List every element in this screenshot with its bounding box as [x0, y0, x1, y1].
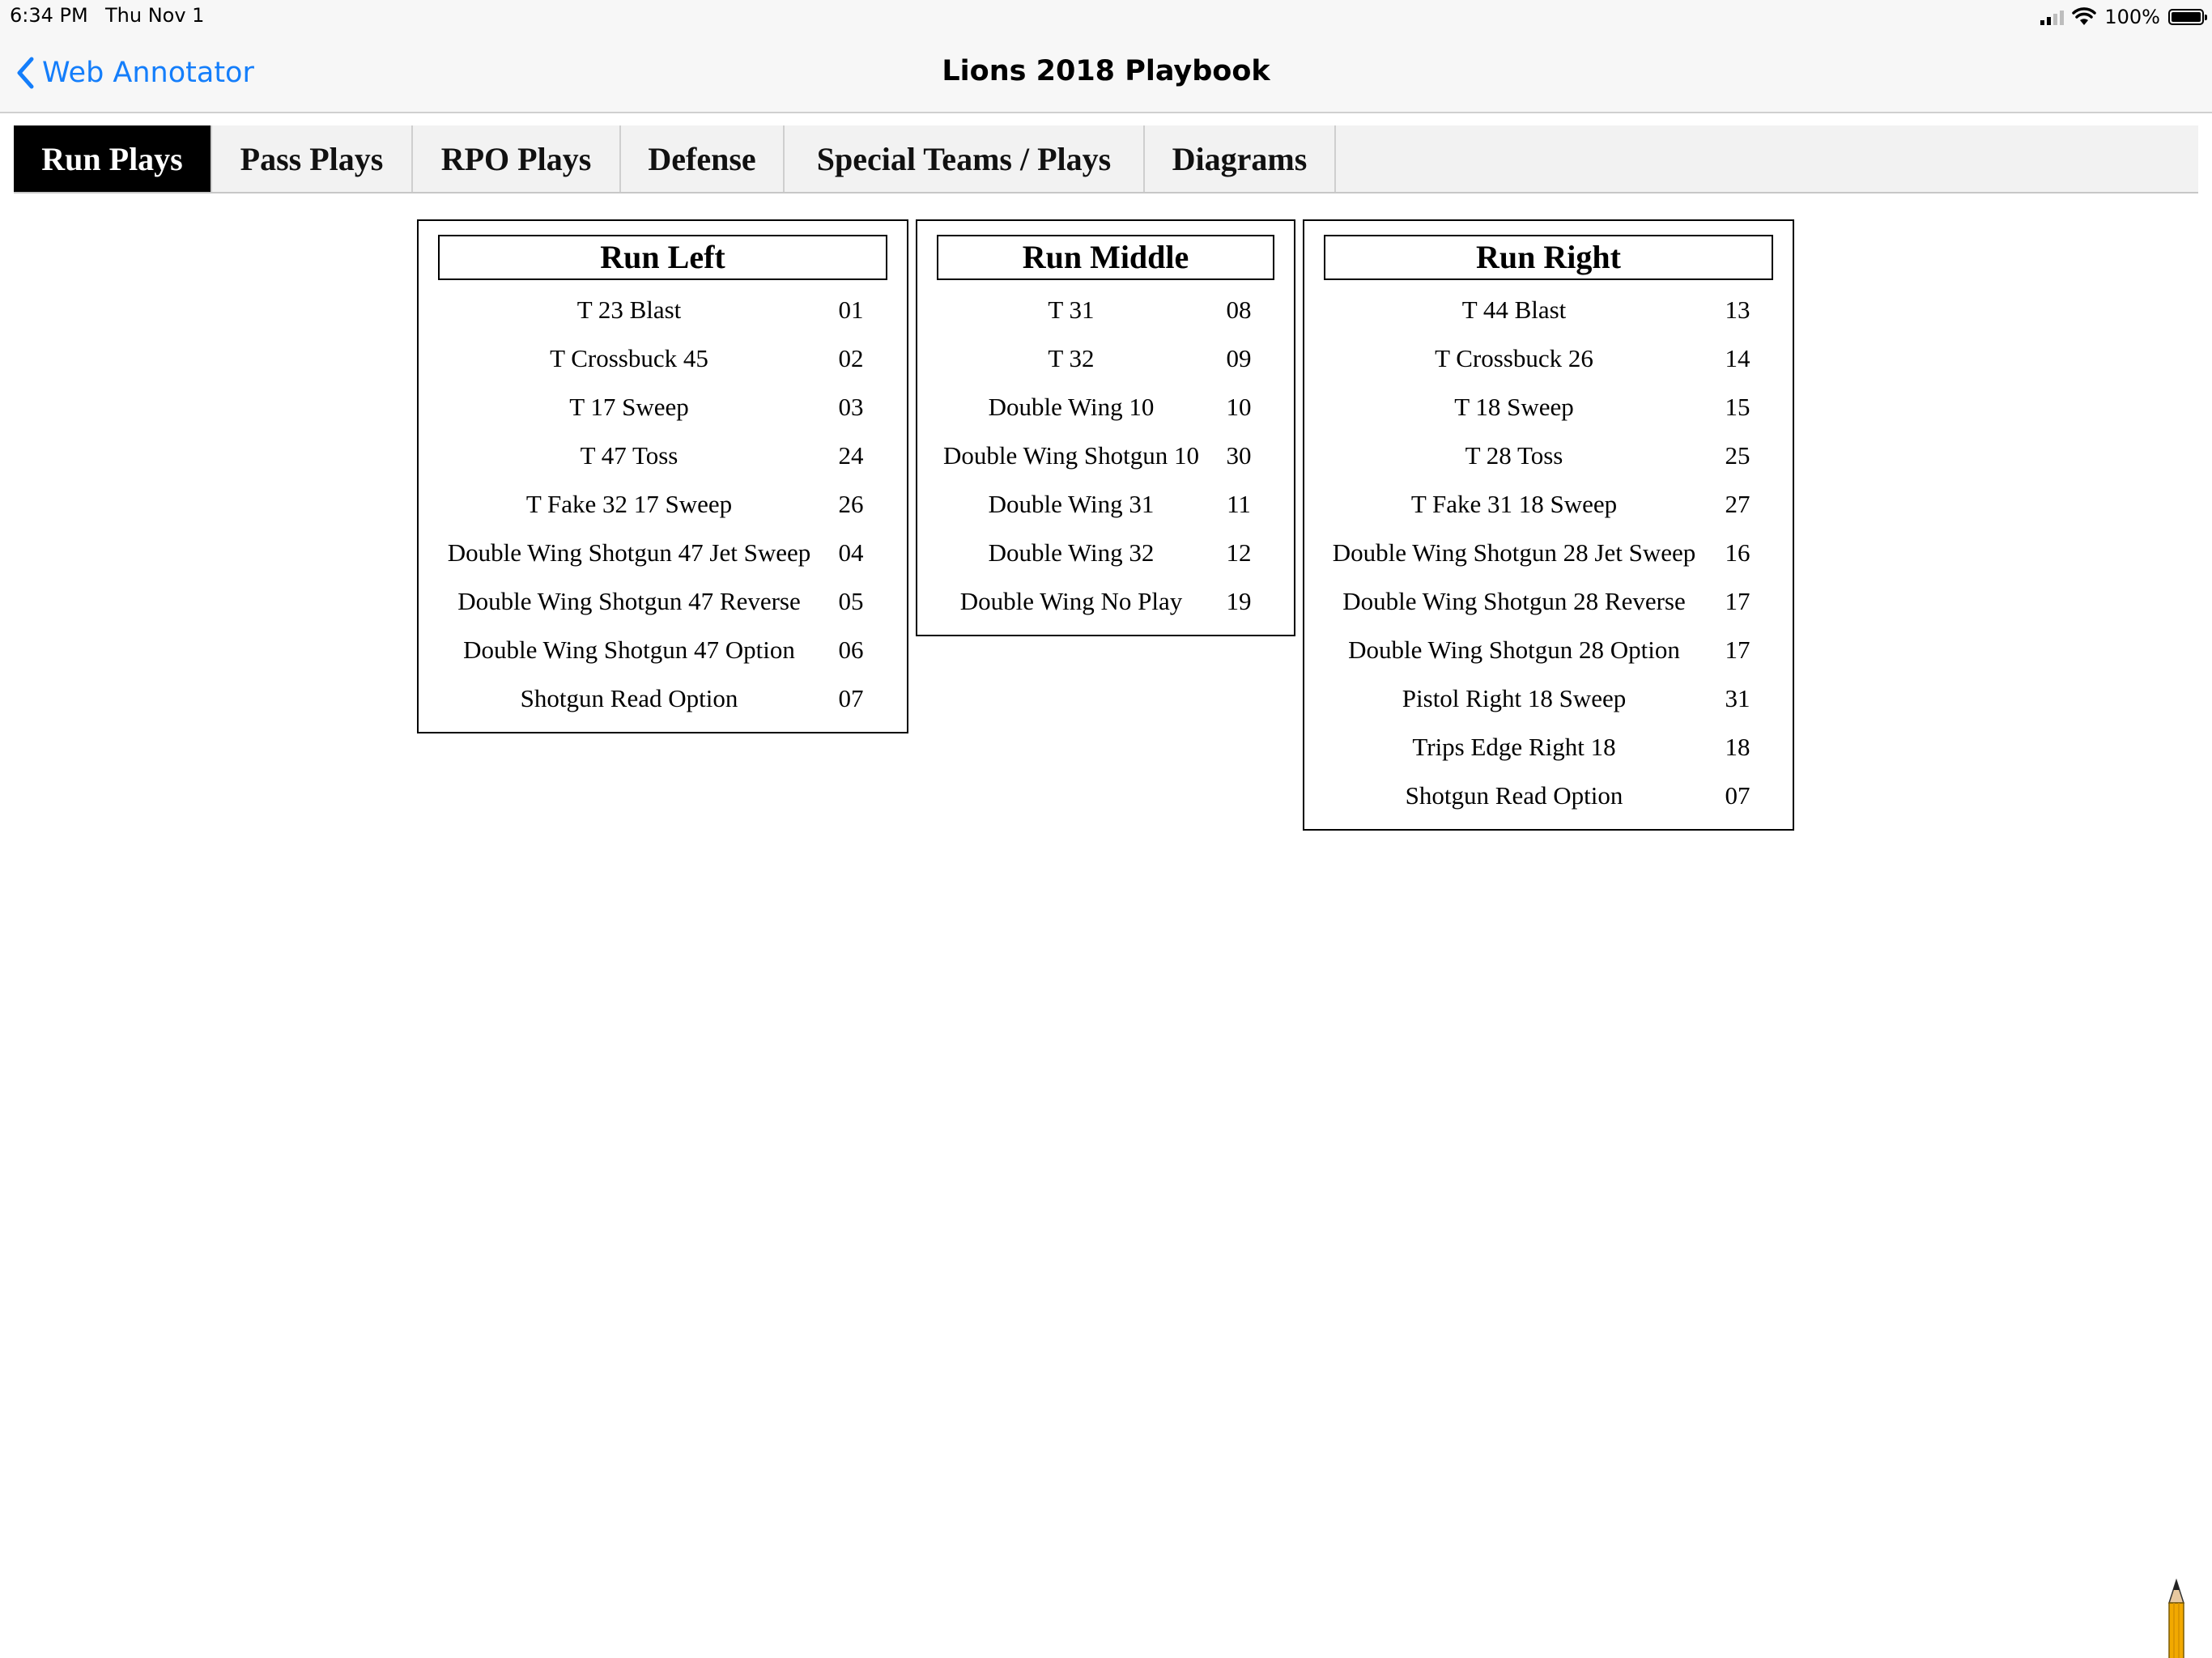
- panel-title: Run Right: [1324, 235, 1773, 280]
- play-number: 11: [1227, 490, 1251, 518]
- play-list: [419, 289, 907, 726]
- play-name: Shotgun Read Option: [1405, 781, 1623, 810]
- play-name: Trips Edge Right 18: [1412, 733, 1616, 761]
- status-bar: [0, 0, 2212, 36]
- play-row[interactable]: [1304, 678, 1793, 726]
- play-name: Pistol Right 18 Sweep: [1402, 684, 1627, 712]
- play-number: 12: [1226, 538, 1252, 567]
- play-row[interactable]: [917, 338, 1294, 386]
- play-list: [917, 289, 1294, 629]
- play-name: Double Wing 31: [988, 490, 1155, 518]
- play-row[interactable]: [1304, 435, 1793, 483]
- battery-level: [2172, 12, 2201, 22]
- play-name: Double Wing 10: [988, 393, 1155, 421]
- back-button-label: Web Annotator: [42, 57, 254, 89]
- play-row[interactable]: [917, 532, 1294, 580]
- play-name: Double Wing Shotgun 47 Option: [463, 636, 795, 664]
- status-time: 6:34 PM: [10, 4, 88, 27]
- play-name: Double Wing 32: [988, 538, 1155, 567]
- play-row[interactable]: [917, 580, 1294, 629]
- play-row[interactable]: [419, 289, 907, 338]
- play-row[interactable]: [419, 435, 907, 483]
- play-name: T 31: [1048, 295, 1095, 324]
- play-name: T Fake 31 18 Sweep: [1410, 490, 1618, 518]
- tab-label: Run Plays: [41, 140, 183, 177]
- play-name: Double Wing Shotgun 47 Jet Sweep: [447, 538, 811, 567]
- play-row[interactable]: [1304, 289, 1793, 338]
- navigation-bar: [0, 36, 2212, 113]
- play-name: Shotgun Read Option: [520, 684, 738, 712]
- play-number: 07: [838, 684, 864, 712]
- play-row[interactable]: [419, 483, 907, 532]
- play-name: T 47 Toss: [580, 441, 678, 470]
- play-row[interactable]: [1304, 338, 1793, 386]
- run-left-panel: [417, 219, 908, 733]
- play-number: 25: [1725, 441, 1750, 470]
- panel-title: Run Left: [438, 235, 887, 280]
- tab-special-teams-plays[interactable]: [785, 125, 1145, 192]
- tab-label: Diagrams: [1172, 140, 1308, 177]
- play-number: 17: [1725, 636, 1750, 664]
- play-number: 10: [1226, 393, 1252, 421]
- play-row[interactable]: [419, 629, 907, 678]
- play-row[interactable]: [1304, 483, 1793, 532]
- play-name: Double Wing Shotgun 28 Reverse: [1342, 587, 1686, 615]
- play-number: 15: [1725, 393, 1750, 421]
- play-number: 05: [838, 587, 864, 615]
- play-name: Double Wing Shotgun 28 Option: [1348, 636, 1680, 664]
- play-number: 08: [1226, 295, 1252, 324]
- tab-label: RPO Plays: [440, 140, 592, 177]
- play-row[interactable]: [1304, 580, 1793, 629]
- play-row[interactable]: [1304, 775, 1793, 823]
- page-title: Lions 2018 Playbook: [942, 55, 1270, 87]
- run-right-panel: [1303, 219, 1794, 831]
- play-row[interactable]: [419, 580, 907, 629]
- play-row[interactable]: [917, 386, 1294, 435]
- tab-label: Special Teams / Plays: [816, 140, 1112, 177]
- play-name: Double Wing Shotgun 28 Jet Sweep: [1332, 538, 1696, 567]
- play-row[interactable]: [419, 338, 907, 386]
- play-name: T Crossbuck 45: [550, 344, 708, 372]
- play-number: 04: [838, 538, 864, 567]
- pencil-icon[interactable]: [2160, 1579, 2193, 1658]
- play-name: T 28 Toss: [1465, 441, 1563, 470]
- play-number: 13: [1725, 295, 1750, 324]
- play-row[interactable]: [1304, 726, 1793, 775]
- play-number: 07: [1725, 781, 1750, 810]
- play-name: Double Wing No Play: [959, 587, 1183, 615]
- play-name: T 23 Blast: [576, 295, 682, 324]
- tab-bar: [14, 125, 2198, 193]
- play-number: 09: [1226, 344, 1252, 372]
- play-row[interactable]: [917, 483, 1294, 532]
- play-name: T 32: [1048, 344, 1095, 372]
- tab-label: Pass Plays: [240, 140, 384, 177]
- play-number: 14: [1725, 344, 1750, 372]
- run-middle-panel: [916, 219, 1295, 636]
- play-row[interactable]: [419, 678, 907, 726]
- tab-label: Defense: [648, 140, 756, 177]
- play-number: 17: [1725, 587, 1750, 615]
- signal-icon: [2040, 9, 2064, 25]
- tab-diagrams[interactable]: [1145, 125, 1336, 192]
- play-number: 30: [1226, 441, 1252, 470]
- play-name: T Crossbuck 26: [1435, 344, 1593, 372]
- play-number: 03: [838, 393, 864, 421]
- tab-run-plays[interactable]: [14, 125, 212, 192]
- status-date: Thu Nov 1: [105, 4, 205, 27]
- play-name: Double Wing Shotgun 10: [943, 441, 1199, 470]
- panel-title: Run Middle: [937, 235, 1274, 280]
- play-list: [1304, 289, 1793, 823]
- play-row[interactable]: [917, 289, 1294, 338]
- battery-icon: [2168, 9, 2204, 25]
- status-indicators: [2040, 3, 2204, 31]
- wifi-icon: [2072, 7, 2096, 27]
- play-row[interactable]: [1304, 386, 1793, 435]
- play-number: 18: [1725, 733, 1750, 761]
- play-row[interactable]: [419, 386, 907, 435]
- play-row[interactable]: [419, 532, 907, 580]
- play-number: 01: [838, 295, 864, 324]
- play-number: 27: [1725, 490, 1750, 518]
- play-number: 06: [838, 636, 864, 664]
- play-name: Double Wing Shotgun 47 Reverse: [457, 587, 801, 615]
- play-row[interactable]: [1304, 532, 1793, 580]
- play-row[interactable]: [917, 435, 1294, 483]
- play-row[interactable]: [1304, 629, 1793, 678]
- play-number: 16: [1725, 538, 1750, 567]
- play-number: 19: [1226, 587, 1252, 615]
- tab-rpo-plays[interactable]: [413, 125, 621, 192]
- play-name: T Fake 32 17 Sweep: [525, 490, 733, 518]
- play-number: 02: [838, 344, 864, 372]
- battery-percent: 100%: [2104, 6, 2160, 28]
- play-name: T 18 Sweep: [1454, 393, 1574, 421]
- play-number: 31: [1725, 684, 1750, 712]
- tab-defense[interactable]: [621, 125, 785, 192]
- play-name: T 44 Blast: [1461, 295, 1567, 324]
- tab-pass-plays[interactable]: [212, 125, 413, 192]
- play-number: 26: [838, 490, 864, 518]
- play-number: 24: [838, 441, 864, 470]
- play-name: T 17 Sweep: [569, 393, 689, 421]
